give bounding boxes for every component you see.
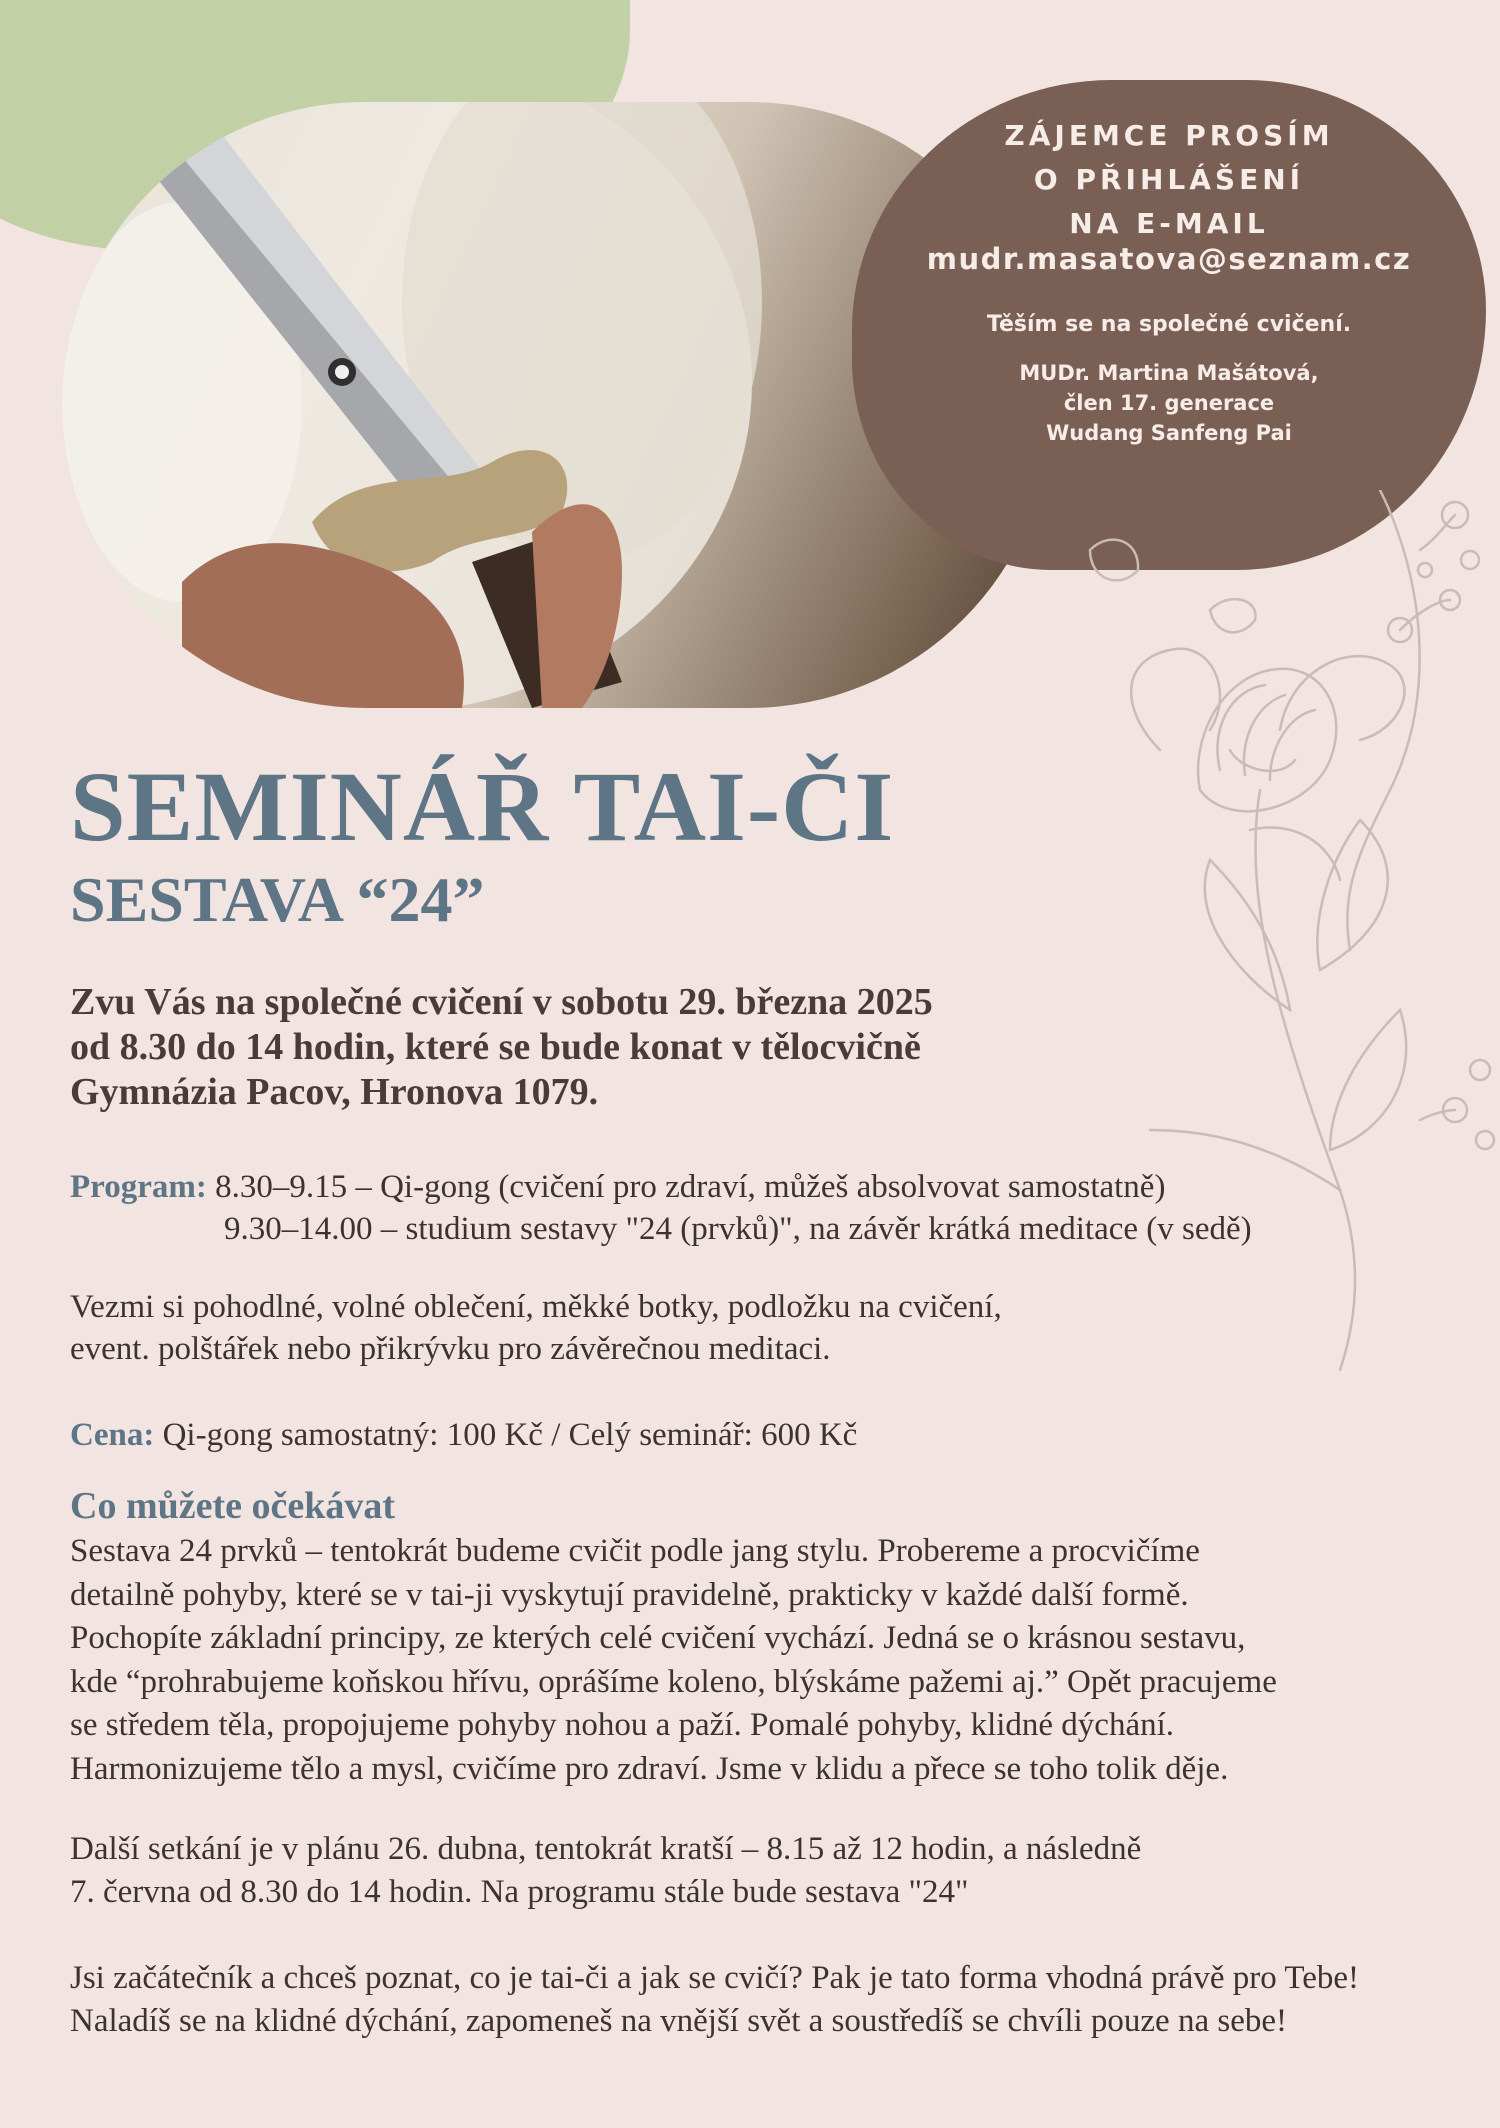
program-label: Program: [70, 1169, 207, 1205]
page-subtitle: SESTAVA “24” [70, 864, 485, 935]
decorative-flower-icon [1060, 490, 1500, 1390]
next-meetings: Další setkání je v plánu 26. dubna, tentokrát kratší – 8.15 až 12 hodin, a následně 7. června od 8.30 do 14 hodin. Na programu stále bude sestava "24" [70, 1831, 1142, 1910]
expect-heading: Co můžete očekávat [70, 1485, 396, 1527]
price-label: Cena: [70, 1417, 155, 1453]
contact-signature: MUDr. Martina Mašátová, člen 17. generace Wudang Sanfeng Pai [1019, 361, 1319, 445]
price-section [70, 1414, 857, 1456]
program-item: 8.30–9.15 – Qi-gong (cvičení pro zdraví, můžeš absolvovat samostatně) [215, 1169, 1166, 1205]
what-to-bring: Vezmi si pohodlné, volné oblečení, měkké botky, podložku na cvičení, event. polštářek nebo přikrývku pro závěrečnou meditaci. [70, 1289, 1002, 1367]
page-title: SEMINÁŘ TAI-ČI [70, 751, 895, 862]
program-section [70, 1166, 1252, 1250]
intro-paragraph: Zvu Vás na společné cvičení v sobotu 29. března 2025 od 8.30 do 14 hodin, které se bude konat v tělocvičně Gymnázia Pacov, Hronova 1079. [70, 981, 933, 1113]
price-text: Qi-gong samostatný: 100 Kč / Celý seminář: 600 Kč [162, 1417, 858, 1453]
contact-request: ZÁJEMCE PROSÍM O PŘIHLÁŠENÍ NA E-MAIL [1004, 119, 1334, 240]
program-item: 9.30–14.00 – studium sestavy "24 (prvků)", na závěr krátká meditace (v sedě) [224, 1211, 1252, 1247]
contact-email[interactable]: mudr.masatova@seznam.cz [926, 242, 1412, 276]
closing-paragraph: Jsi začátečník a chceš poznat, co je tai-či a jak se cvičí? Pak je tato forma vhodná právě pro Tebe! Naladíš se na klidné dýchání, zapomeneš na vnější svět a soustředíš se chvíli pouze na sebe! [70, 1960, 1359, 2039]
expect-paragraph: Sestava 24 prvků – tentokrát budeme cvičit podle jang stylu. Probereme a procvičíme detailně pohyby, které se v tai-ji vyskytují pravidelně, prakticky v každé další formě. Pochopíte základní principy, ze kterých celé cvičení vychází. Jedná se o krásnou sestavu, kde “prohrabujeme koňskou hřívu, oprášíme koleno, blýskáme pažemi aj.” Opět pracujeme se středem těla, propojujeme pohyby nohou a paží. Pomalé pohyby, klidné dýchání. Harmonizujeme tělo a mysl, cvičíme pro zdraví. Jsme v klidu a přece se toho tolik děje. [70, 1533, 1277, 1787]
contact-greeting: Těším se na společné cvičení. [986, 312, 1352, 337]
